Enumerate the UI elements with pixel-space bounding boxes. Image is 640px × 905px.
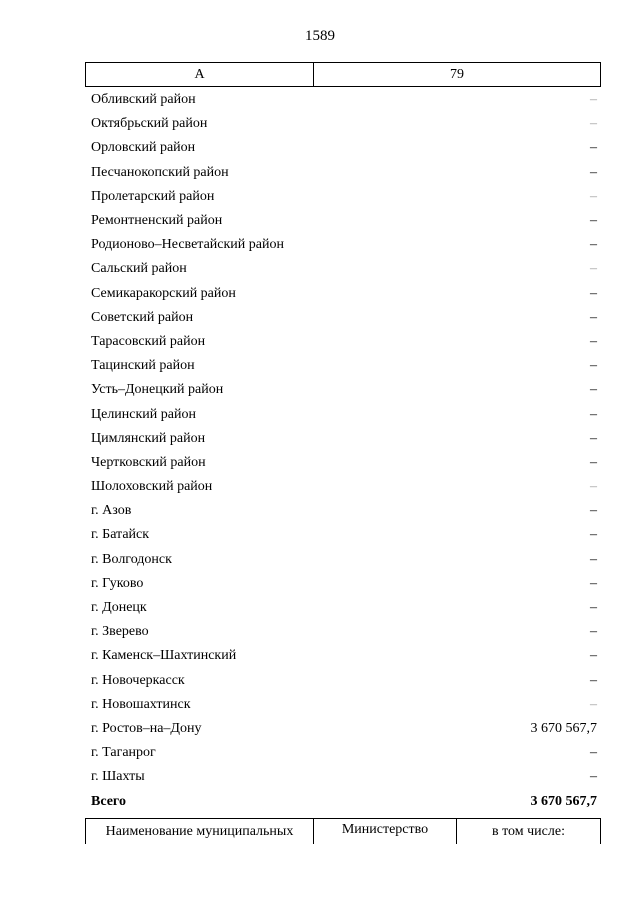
row-name: г. Новочеркасск	[91, 672, 185, 688]
next-header-col2: Министерство	[314, 819, 457, 844]
table-row	[85, 378, 601, 402]
row-name: Тарасовский район	[91, 333, 206, 349]
table-row	[85, 765, 601, 789]
row-value: –	[590, 237, 597, 253]
row-value: –	[590, 745, 597, 761]
row-name: г. Шахты	[91, 769, 145, 785]
row-value: –	[590, 261, 597, 277]
table-row	[85, 620, 601, 644]
table-row	[85, 282, 601, 306]
total-label: Всего	[91, 793, 126, 809]
table-row	[85, 596, 601, 620]
header-col-a: А	[86, 63, 314, 86]
row-name: Тацинский район	[91, 358, 195, 374]
row-value: –	[590, 527, 597, 543]
table-row	[85, 499, 601, 523]
table-row	[85, 112, 601, 136]
table-row	[85, 161, 601, 185]
table-row	[85, 427, 601, 451]
table-row	[85, 644, 601, 668]
row-value: –	[590, 769, 597, 785]
table-row	[85, 185, 601, 209]
table-row	[85, 741, 601, 765]
table-row	[85, 88, 601, 112]
row-name: Целинский район	[91, 406, 196, 422]
table-row	[85, 475, 601, 499]
row-name: Шолоховский район	[91, 479, 213, 495]
row-name: г. Донецк	[91, 600, 147, 616]
total-value: 3 670 567,7	[530, 793, 597, 809]
row-value: –	[590, 454, 597, 470]
table-row	[85, 451, 601, 475]
row-name: Чертковский район	[91, 454, 206, 470]
row-value: –	[590, 696, 597, 712]
row-value: –	[590, 309, 597, 325]
row-name: Семикаракорский район	[91, 285, 236, 301]
row-value: –	[590, 116, 597, 132]
table-row	[85, 209, 601, 233]
row-name: Песчанокопский район	[91, 164, 229, 180]
row-name: г. Зверево	[91, 624, 149, 640]
row-name: Орловский район	[91, 140, 196, 156]
row-name: Цимлянский район	[91, 430, 206, 446]
row-name: г. Каменск–Шахтинский	[91, 648, 237, 664]
table-row	[85, 354, 601, 378]
row-value: –	[590, 600, 597, 616]
table-row	[85, 330, 601, 354]
row-value: –	[590, 164, 597, 180]
row-name: Усть–Донецкий район	[91, 382, 224, 398]
row-value: –	[590, 92, 597, 108]
row-value: –	[590, 140, 597, 156]
next-header-col3: в том числе:	[492, 824, 565, 839]
table-row	[85, 548, 601, 572]
table-row	[85, 523, 601, 547]
row-name: г. Новошахтинск	[91, 696, 191, 712]
table-row	[85, 572, 601, 596]
row-name: г. Батайск	[91, 527, 150, 543]
row-value: –	[590, 624, 597, 640]
row-value: –	[590, 406, 597, 422]
row-name: Пролетарский район	[91, 188, 215, 204]
row-name: Ремонтненский район	[91, 213, 223, 229]
row-value: 3 670 567,7	[530, 720, 597, 736]
table-row	[85, 717, 601, 741]
row-value: –	[590, 648, 597, 664]
row-value: –	[590, 213, 597, 229]
row-name: Обливский район	[91, 92, 196, 108]
row-name: г. Гуково	[91, 575, 144, 591]
row-name: Советский район	[91, 309, 194, 325]
row-value: –	[590, 430, 597, 446]
row-value: –	[590, 503, 597, 519]
row-name: г. Таганрог	[91, 745, 156, 761]
table-row	[85, 306, 601, 330]
page-number: 1589	[305, 28, 335, 44]
row-name: г. Волгодонск	[91, 551, 172, 567]
row-name: г. Азов	[91, 503, 132, 519]
header-col-79: 79	[450, 66, 464, 82]
table-body	[85, 88, 601, 814]
table-row	[85, 233, 601, 257]
row-value: –	[590, 672, 597, 688]
row-name: г. Ростов–на–Дону	[91, 720, 202, 736]
table-row	[85, 402, 601, 426]
row-value: –	[590, 285, 597, 301]
table-row	[85, 257, 601, 281]
next-table-header	[85, 818, 601, 844]
table-header	[85, 62, 601, 87]
total-row	[85, 789, 601, 813]
row-name: Октябрьский район	[91, 116, 208, 132]
row-name: Сальский район	[91, 261, 187, 277]
row-name: Родионово–Несветайский район	[91, 237, 284, 253]
next-header-col1: Наименование муниципальных	[86, 819, 314, 844]
table-row	[85, 693, 601, 717]
table-row	[85, 669, 601, 693]
row-value: –	[590, 382, 597, 398]
row-value: –	[590, 551, 597, 567]
row-value: –	[590, 575, 597, 591]
row-value: –	[590, 333, 597, 349]
row-value: –	[590, 358, 597, 374]
row-value: –	[590, 479, 597, 495]
row-value: –	[590, 188, 597, 204]
table-row	[85, 136, 601, 160]
